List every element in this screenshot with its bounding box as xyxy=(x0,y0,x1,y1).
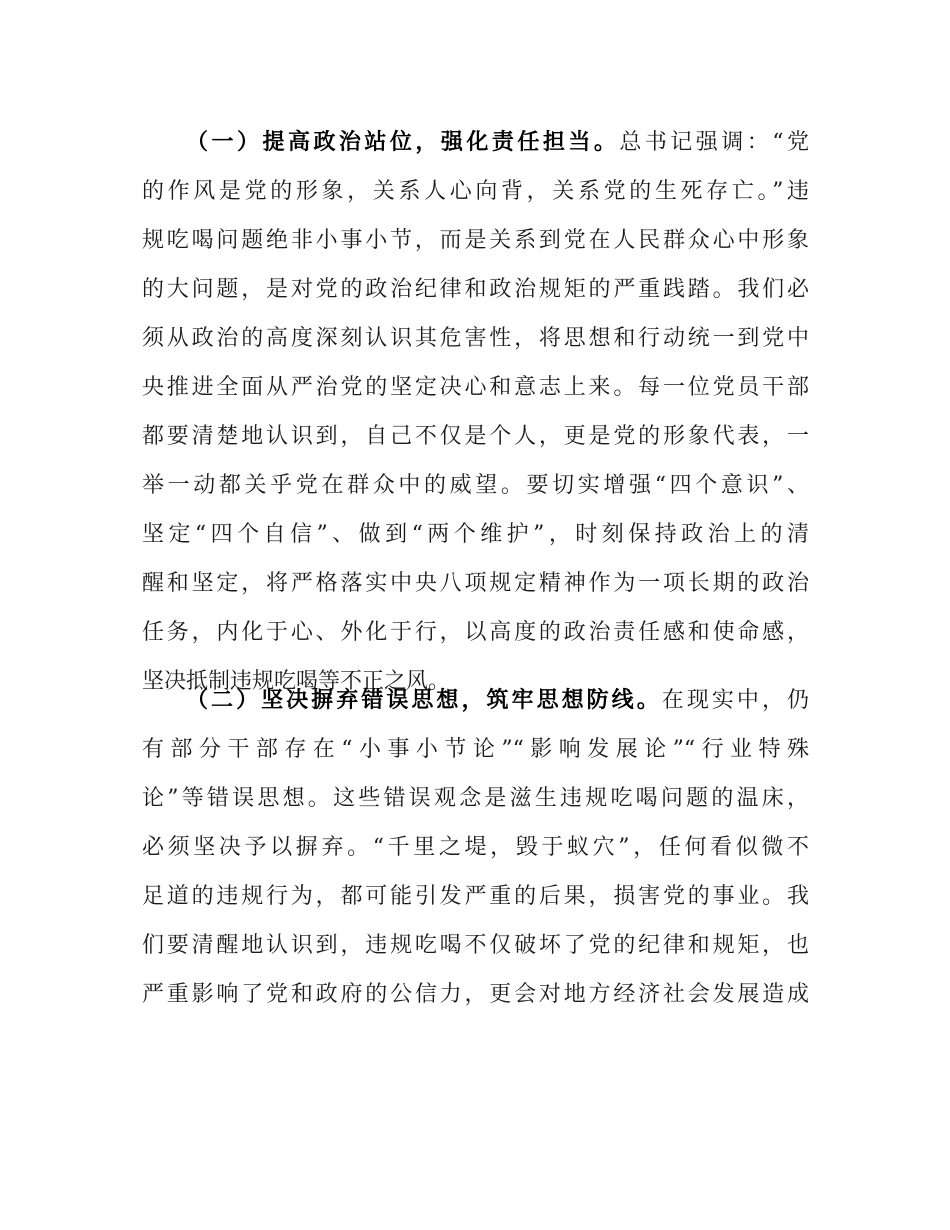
paragraph-text: 总书记强调：“党 xyxy=(619,130,809,155)
paragraph-line xyxy=(142,118,809,167)
paragraph-heading: （二）坚决摒弃错误思想，筑牢思想防线。 xyxy=(186,688,662,713)
paragraph-line: 的大问题，是对党的政治纪律和政治规矩的严重践踏。我们必 xyxy=(142,277,809,302)
paragraph-line: 醒和坚定，将严格落实中央八项规定精神作为一项长期的政治 xyxy=(142,571,809,596)
paragraph-line: 严重影响了党和政府的公信力，更会对地方经济社会发展造成 xyxy=(142,982,809,1007)
paragraph-text: 在现实中，仍 xyxy=(661,688,809,713)
paragraph-line: 举一动都关乎党在群众中的威望。要切实增强“四个意识”、 xyxy=(142,473,809,498)
paragraph-line xyxy=(142,676,809,725)
paragraph-line: 必须坚决予以摒弃。“千里之堤，毁于蚁穴”，任何看似微不 xyxy=(142,835,809,860)
paragraph-line: 须从政治的高度深刻认识其危害性，将思想和行动统一到党中 xyxy=(142,326,809,351)
paragraph-line: 有部分干部存在“小事小节论”“影响发展论”“行业特殊 xyxy=(142,737,809,762)
paragraph-line: 都要清楚地认识到，自己不仅是个人，更是党的形象代表，一 xyxy=(142,424,809,449)
paragraph-line: 论”等错误思想。这些错误观念是滋生违规吃喝问题的温床， xyxy=(142,786,809,811)
paragraph-line: 足道的违规行为，都可能引发严重的后果，损害党的事业。我 xyxy=(142,884,809,909)
paragraph-line: 任务，内化于心、外化于行，以高度的政治责任感和使命感， xyxy=(142,620,809,645)
paragraph-line: 央推进全面从严治党的坚定决心和意志上来。每一位党员干部 xyxy=(142,375,809,400)
paragraph-line: 坚决抵制违规吃喝等不正之风。 xyxy=(142,669,451,694)
paragraph-line: 的作风是党的形象，关系人心向背，关系党的生死存亡。”违 xyxy=(142,179,809,204)
paragraph-heading: （一）提高政治站位，强化责任担当。 xyxy=(186,130,620,155)
paragraph-line: 们要清醒地认识到，违规吃喝不仅破坏了党的纪律和规矩，也 xyxy=(142,933,809,958)
paragraph-line: 坚定“四个自信”、做到“两个维护”，时刻保持政治上的清 xyxy=(142,522,809,547)
paragraph-line: 规吃喝问题绝非小事小节，而是关系到党在人民群众心中形象 xyxy=(142,228,809,253)
